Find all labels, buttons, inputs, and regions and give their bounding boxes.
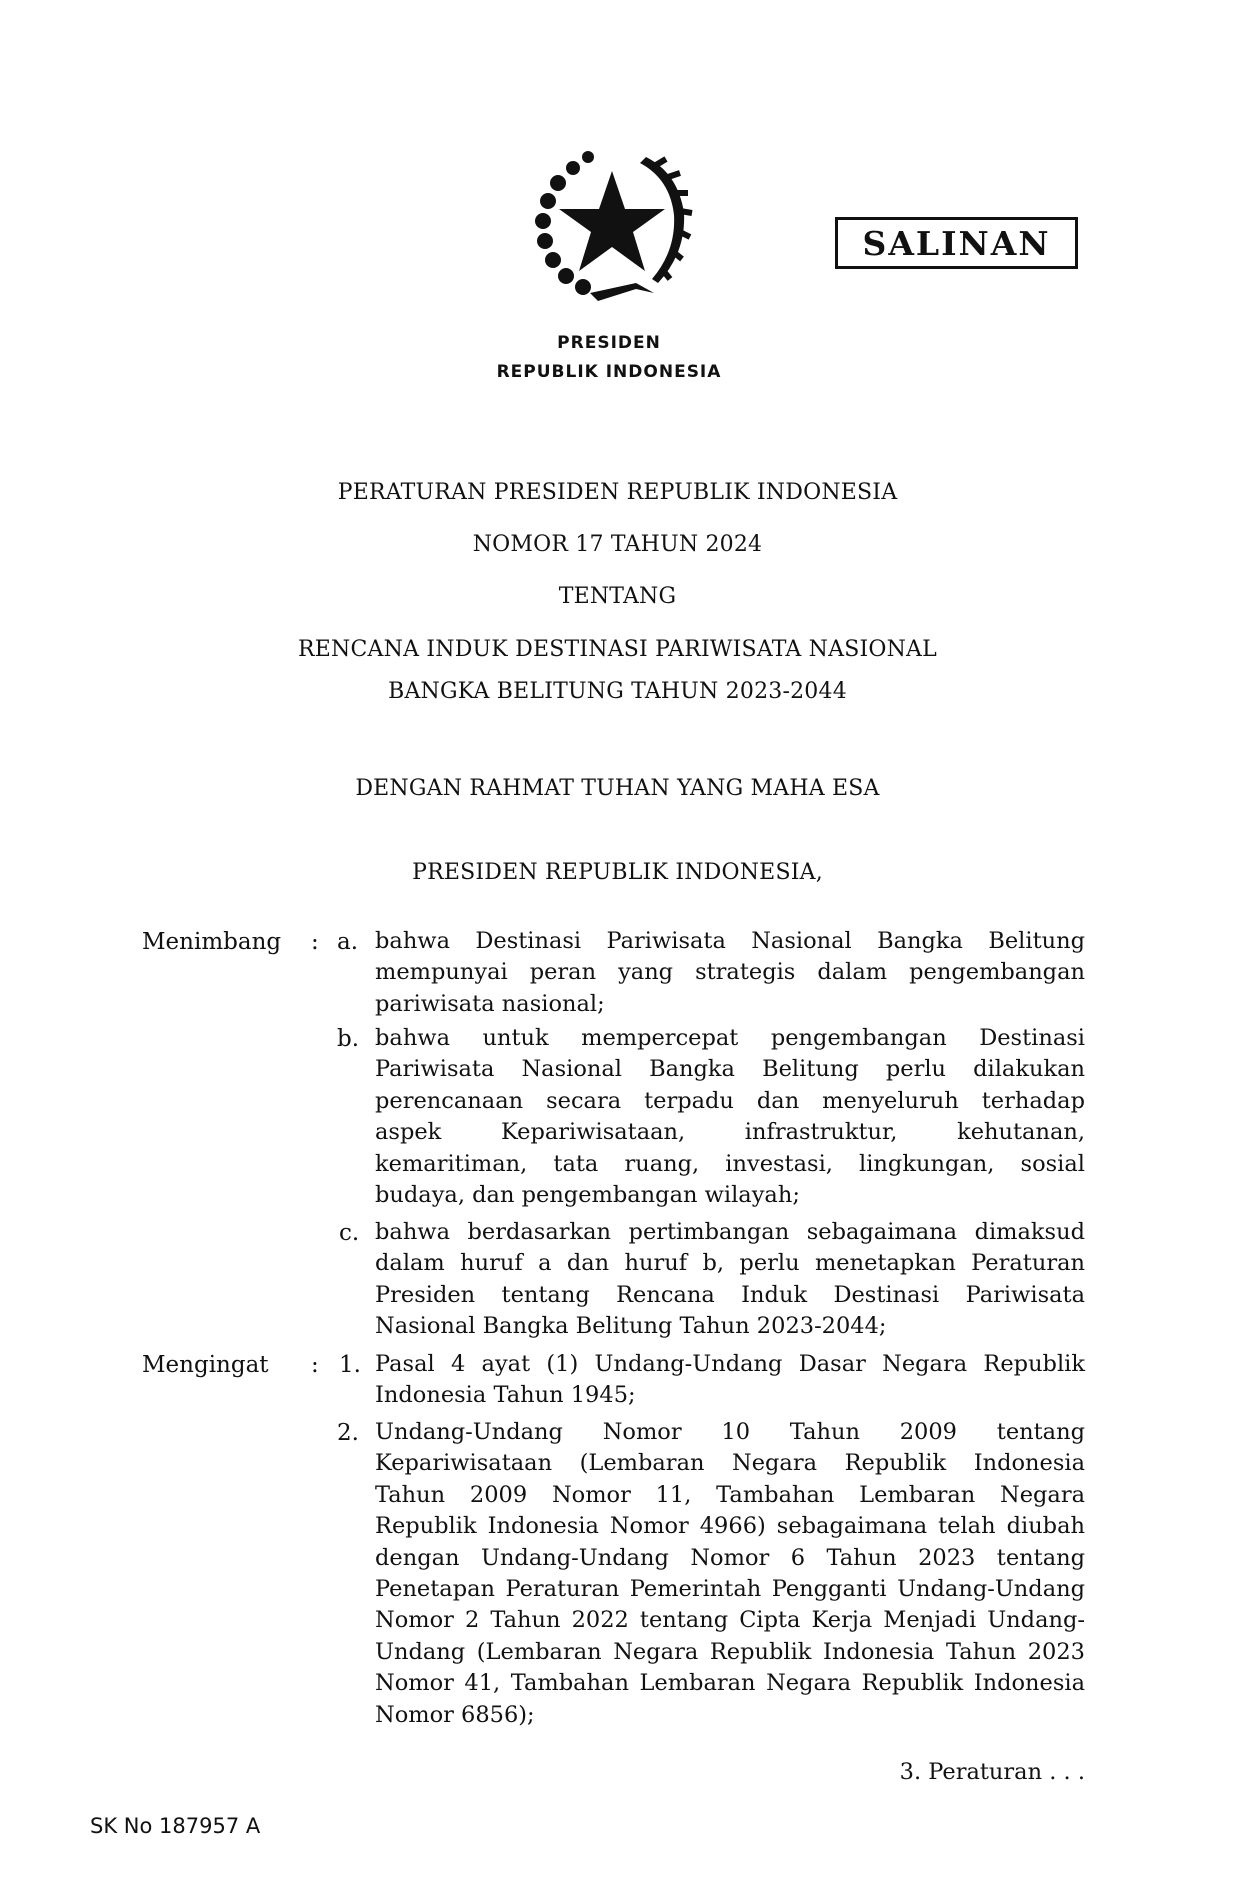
garuda-star-emblem-icon [528, 143, 696, 311]
mengingat-colon: : [311, 1352, 319, 1378]
title-line5: BANGKA BELITUNG TAHUN 2023-2044 [388, 679, 847, 704]
text-line: bahwa Destinasi Pariwisata Nasional Bangka Belitung [375, 928, 1085, 954]
mengingat-item-2 [375, 1417, 1085, 1731]
mengingat-label: Mengingat [142, 1352, 269, 1378]
text-line: aspek Kepariwisataan, infrastruktur, kehutanan, [375, 1119, 1085, 1146]
item-mark: b. [337, 1026, 360, 1052]
text-line: Presiden tentang Rencana Induk Destinasi Pariwisata [375, 1281, 1085, 1308]
text-line: bahwa berdasarkan pertimbangan sebagaimana dimaksud [375, 1219, 1085, 1245]
text-line: budaya, dan pengembangan wilayah; [375, 1181, 800, 1208]
text-line: dengan Undang-Undang Nomor 6 Tahun 2023 tentang [375, 1544, 1085, 1571]
text-line: Nomor 41, Tambahan Lembaran Negara Republik Indonesia [375, 1670, 1085, 1697]
mengingat-item-1 [375, 1349, 1085, 1412]
text-line: Penetapan Peraturan Pemerintah Pengganti Undang-Undang [375, 1575, 1085, 1602]
title-line3: TENTANG [558, 584, 677, 609]
item-mark: c. [339, 1220, 360, 1246]
text-line: Nomor 6856); [375, 1701, 535, 1728]
text-line: Kepariwisataan (Lembaran Negara Republik Indonesia [375, 1450, 1085, 1477]
title-line2: NOMOR 17 TAHUN 2024 [472, 532, 763, 557]
item-mark: 2. [337, 1420, 359, 1446]
title-line1: PERATURAN PRESIDEN REPUBLIK INDONESIA [337, 480, 898, 505]
text-line: Nasional Bangka Belitung Tahun 2023-2044; [375, 1313, 887, 1340]
menimbang-item-c [375, 1217, 1085, 1343]
continuation-text: 3. Peraturan . . . [899, 1759, 1085, 1785]
title-line4: RENCANA INDUK DESTINASI PARIWISATA NASIONAL [298, 637, 937, 662]
text-line: pariwisata nasional; [375, 990, 605, 1017]
text-line: kemaritiman, tata ruang, investasi, lingkungan, sosial [375, 1150, 1085, 1177]
sk-number: SK No 187957 A [90, 1814, 261, 1838]
stamp-text: SALINAN [862, 223, 1051, 263]
text-line: Undang (Lembaran Negara Republik Indonesia Tahun 2023 [375, 1638, 1085, 1665]
menimbang-item-b [375, 1023, 1085, 1211]
text-line: mempunyai peran yang strategis dalam pengembangan [375, 959, 1085, 986]
text-line: Nomor 2 Tahun 2022 tentang Cipta Kerja Menjadi Undang- [375, 1607, 1085, 1634]
text-line: dalam huruf a dan huruf b, perlu menetapkan Peraturan [375, 1250, 1085, 1277]
item-mark: 1. [339, 1352, 361, 1378]
salinan-stamp [835, 217, 1078, 269]
text-line: Undang-Undang Nomor 10 Tahun 2009 tentang [375, 1419, 1085, 1445]
menimbang-item-a [375, 926, 1085, 1020]
title-line7: PRESIDEN REPUBLIK INDONESIA, [412, 860, 823, 885]
item-mark: a. [337, 929, 359, 955]
text-line: Indonesia Tahun 1945; [375, 1382, 636, 1409]
text-line: bahwa untuk mempercepat pengembangan Destinasi [375, 1025, 1085, 1051]
emblem-caption-line2: REPUBLIK INDONESIA [496, 362, 722, 382]
text-line: Pariwisata Nasional Bangka Belitung perlu dilakukan [375, 1056, 1085, 1083]
title-line6: DENGAN RAHMAT TUHAN YANG MAHA ESA [355, 776, 880, 801]
text-line: Pasal 4 ayat (1) Undang-Undang Dasar Negara Republik [375, 1351, 1085, 1377]
menimbang-label: Menimbang [142, 929, 282, 955]
text-line: perencanaan secara terpadu dan menyeluruh terhadap [375, 1087, 1085, 1114]
text-line: Tahun 2009 Nomor 11, Tambahan Lembaran Negara [375, 1481, 1085, 1508]
emblem-caption-line1: PRESIDEN [557, 333, 661, 353]
text-line: Republik Indonesia Nomor 4966) sebagaimana telah diubah [375, 1513, 1085, 1540]
menimbang-colon: : [311, 929, 319, 955]
